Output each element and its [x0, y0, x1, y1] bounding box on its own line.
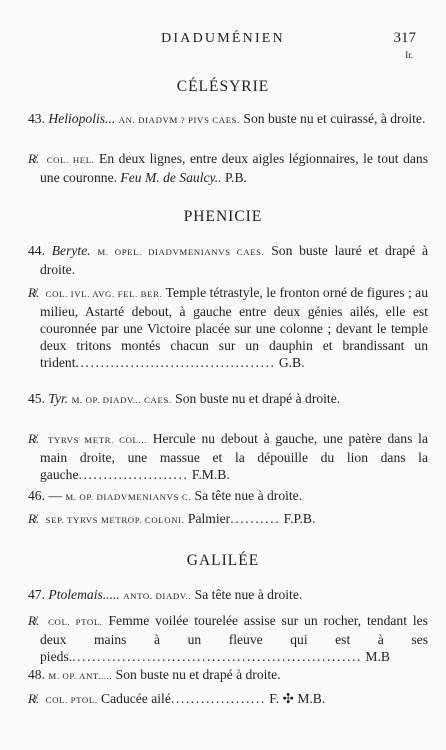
reverse-legend: COL. HEL. — [46, 155, 95, 165]
rarity-code: M.B — [365, 649, 390, 664]
reverse-description: Palmier — [187, 511, 231, 526]
reverse-legend: COL. IVL. AVG. FEL. BER. — [45, 289, 163, 299]
reverse-mark: R̸. — [28, 431, 40, 446]
reverse-description: Temple tétrastyle, le fronton orné de figures ; au milieu, Astarté debout, à gauche entre deux génies ailés, elle est couronnée par une Victoire placée sur une colonne ; devant le temple deux tritons montés chacun sur un dauphin et brandissant un trident — [40, 285, 428, 370]
entry-number: 45. — [28, 391, 45, 406]
obverse-description: Son buste lauré et drapé à droite. — [40, 243, 428, 277]
coin-entry-45 — [28, 390, 428, 409]
reverse-legend: TYRVS METR. COL... — [47, 435, 147, 445]
coin-entry-43 — [28, 110, 428, 129]
coin-entry-44 — [28, 242, 428, 278]
signature-mark: Ir. — [405, 50, 413, 60]
obverse-description: Son buste nu et cuirassé, à droite. — [243, 111, 426, 126]
reverse-description: En deux lignes, entre deux aigles légionnaires, le tout dans une couronne. — [40, 151, 428, 185]
entry-number: 44. — [28, 243, 45, 258]
coin-entry-47 — [28, 586, 428, 605]
reverse-description: Hercule nu debout à gauche, une patère dans la main droite, une massue et la dépouille du lion dans la gauche — [40, 431, 428, 482]
coin-reverse-48 — [28, 690, 428, 709]
leader-dots: .......... — [230, 511, 281, 526]
coin-entry-46 — [28, 487, 428, 506]
rarity-code: G.B. — [278, 355, 305, 370]
leader-dots: .......................................................... — [72, 649, 363, 664]
reverse-mark: R̸. — [28, 511, 40, 526]
reverse-legend: SEP. TYRVS METROP. COLONI. — [45, 515, 185, 525]
rarity-code: F.M.B. — [191, 467, 230, 482]
reverse-mark: R̸. — [28, 613, 40, 628]
obverse-description: Sa tête nue à droite. — [194, 488, 303, 503]
obverse-legend: AN. DIADVM ? PIVS CAES. — [118, 115, 240, 125]
reverse-mark: R̸. — [28, 691, 40, 706]
reverse-mark: R̸. — [28, 151, 40, 166]
entry-number: 43. — [28, 111, 45, 126]
coin-reverse-47 — [28, 612, 428, 665]
section-title-phenicie: PHENICIE — [183, 208, 263, 225]
running-head: DIADUMÉNIEN — [161, 31, 285, 46]
section-title-galilee: GALILÉE — [186, 552, 260, 569]
obverse-description: Sa tête nue à droite. — [194, 587, 303, 602]
reverse-mark: R̸. — [28, 285, 40, 300]
collection-note: Feu M. de Saulcy.. — [120, 170, 222, 185]
city-name: Ptolemais..... — [48, 587, 120, 602]
page-number: 317 — [393, 30, 416, 46]
rarity-code: P.B. — [225, 170, 247, 185]
obverse-legend: ANTO. DIADV.. — [123, 591, 192, 601]
reverse-legend: COL. PTOL. — [45, 695, 98, 705]
coin-reverse-45 — [28, 430, 428, 483]
reverse-legend: COL. PTOL. — [48, 617, 103, 627]
obverse-legend: M. OPEL. DIADVMENIANVS CAES. — [97, 247, 265, 257]
coin-entry-48 — [28, 666, 428, 685]
entry-number: 47. — [28, 587, 45, 602]
coin-reverse-46 — [28, 510, 428, 529]
obverse-description: Son buste nu et drapé à droite. — [115, 667, 281, 682]
leader-dots: ...................... — [78, 467, 189, 482]
entry-number: 48. — [28, 667, 45, 682]
rarity-code: F.P.B. — [283, 511, 316, 526]
city-name: Heliopolis... — [48, 111, 116, 126]
leader-dots: ................... — [170, 691, 266, 706]
obverse-legend: M. OP. DIADV... CAES. — [71, 395, 172, 405]
reverse-description: Caducée ailé — [101, 691, 171, 706]
reverse-description: Femme voilée tourelée assise sur un rocher, tendant les deux mains à un fleuve qui est à ses pieds. — [40, 613, 428, 664]
obverse-legend: M. OP. DIADVMENIANVS C. — [65, 492, 192, 502]
rarity-code: F. ✣ M.B. — [269, 691, 326, 706]
obverse-legend: M. OP. ANT..... — [48, 671, 113, 681]
coin-reverse-44 — [28, 284, 428, 371]
coin-reverse-43 — [28, 150, 428, 186]
city-name: Tyr. — [48, 391, 69, 406]
leader-dots: ........................................ — [75, 355, 276, 370]
entry-number: 46. — — [28, 488, 62, 503]
obverse-description: Son buste nu et drapé à droite. — [175, 391, 341, 406]
city-name: Beryte. — [51, 243, 91, 258]
section-title-celesyrie: CÉLÉSYRIE — [176, 78, 270, 95]
